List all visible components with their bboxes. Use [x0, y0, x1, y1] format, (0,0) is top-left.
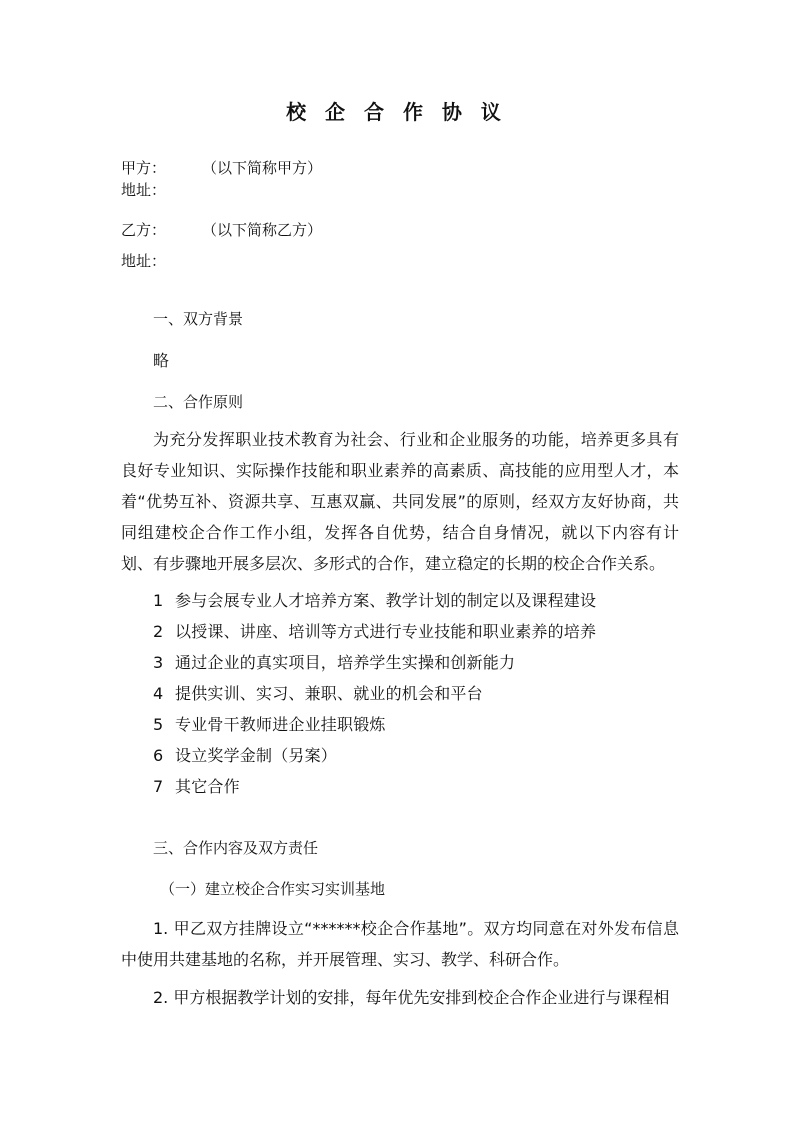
section3-heading: 三、合作内容及双方责任 [153, 839, 319, 857]
section3-clause-2: 2. 甲方根据教学计划的安排，每年优先安排到校企合作企业进行与课程相 [153, 988, 670, 1007]
party-b-note: （以下简称乙方） [202, 221, 323, 239]
list-item-text: 提供实训、实习、兼职、就业的机会和平台 [175, 684, 483, 703]
list-item [153, 681, 483, 704]
party-b-label: 乙方： [121, 221, 167, 239]
section1-body: 略 [153, 351, 170, 370]
document-title: 校 企 合 作 协 议 [286, 100, 507, 124]
section2-paragraph: 为充分发挥职业技术教育为社会、行业和企业服务的功能，培养更多具有良好专业知识、实际操作技能和职业素养的高素质、高技能的应用型人才，本着“优势互补、资源共享、互惠双赢、共同发展”的原则，经双方友好协商，共同组建校企合作工作小组，发挥各自优势，结合自身情况，就以下内容有计划、有步骤地开展多层次、多形式的合作，建立稳定的长期的校企合作关系。 [121, 430, 679, 573]
party-b-address-label: 地址： [121, 252, 167, 270]
list-item-number: 1 [153, 591, 164, 610]
list-item [153, 619, 596, 642]
section2-heading: 二、合作原则 [153, 393, 244, 411]
list-item-text: 通过企业的真实项目，培养学生实操和创新能力 [175, 653, 516, 672]
list-item [153, 588, 596, 611]
list-item-number: 3 [153, 653, 164, 672]
list-item [153, 650, 515, 673]
party-a-note: （以下简称甲方） [202, 159, 323, 177]
list-item [153, 774, 240, 797]
section3-clause-1: 1. 甲乙双方挂牌设立“******校企合作基地”。双方均同意在对外发布信息中使用共建基地的名称，并开展管理、实习、教学、科研合作。 [121, 919, 679, 969]
list-item-text: 设立奖学金制（另案） [175, 746, 338, 765]
list-item-number: 5 [153, 715, 164, 734]
list-item-number: 6 [153, 746, 164, 765]
party-a-label: 甲方： [121, 159, 167, 177]
party-a-address-label: 地址： [121, 181, 167, 199]
section3-subheading: （一）建立校企合作实习实训基地 [160, 880, 386, 898]
list-item-number: 4 [153, 684, 164, 703]
section1-heading: 一、双方背景 [153, 310, 244, 328]
list-item-number: 2 [153, 622, 164, 641]
list-item-text: 参与会展专业人才培养方案、教学计划的制定以及课程建设 [175, 591, 597, 610]
list-item [153, 743, 337, 766]
list-item-text: 其它合作 [175, 777, 240, 796]
list-item-number: 7 [153, 777, 164, 796]
list-item-text: 以授课、讲座、培训等方式进行专业技能和职业素养的培养 [175, 622, 597, 641]
list-item [153, 712, 386, 735]
list-item-text: 专业骨干教师进企业挂职锻炼 [175, 715, 386, 734]
